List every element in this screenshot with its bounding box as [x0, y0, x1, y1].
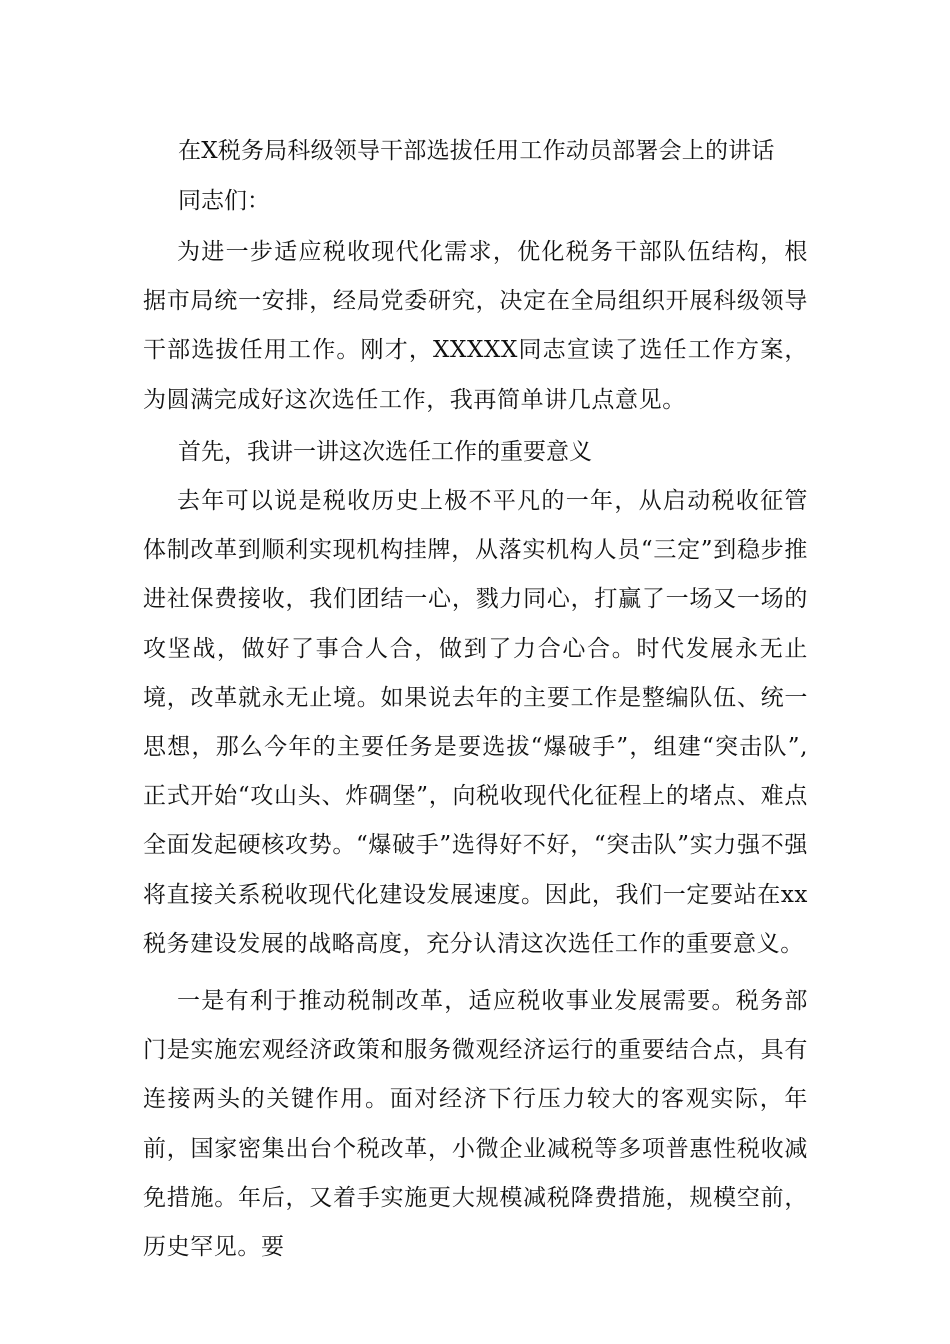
- paragraph-point-one: 一是有利于推动税制改革，适应税收事业发展需要。税务部门是实施宏观经济政策和服务微观经济运行的重要结合点，具有连接两头的关键作用。面对经济下行压力较大的客观实际，年前，国家密集出台个税改革，小微企业减税等多项普惠性税收减免措施。年后，又着手实施更大规模减税降费措施，规模空前，历史罕见。要: [143, 988, 808, 1261]
- document-title: 在X税务局科级领导干部选拔任用工作动员部署会上的讲话: [178, 138, 775, 164]
- paragraph-last-year: 去年可以说是税收历史上极不平凡的一年，从启动税收征管体制改革到顺利实现机构挂牌，从落实机构人员“三定”到稳步推进社保费接收，我们团结一心，戮力同心，打赢了一场又一场的攻坚战，做好了事合人合，做到了力合心合。时代发展永无止境，改革就永无止境。如果说去年的主要工作是整编队伍、统一思想，那么今年的主要任务是要选拔“爆破手”，组建“突击队”,正式开始“攻山头、炸碉堡”，向税收现代化征程上的堵点、难点全面发起硬核攻势。“爆破手”选得好不好，“突击队”实力强不强将直接关系税收现代化建设发展速度。因此，我们一定要站在xx税务建设发展的战略高度，充分认清这次选任工作的重要意义。: [143, 488, 808, 957]
- greeting: 同志们：: [178, 188, 270, 214]
- paragraph-intro: 为进一步适应税收现代化需求，优化税务干部队伍结构，根据市局统一安排，经局党委研究，决定在全局组织开展科级领导干部选拔任用工作。刚才，XXXXX同志宣读了选任工作方案，为圆满完成好这次选任工作，我再简单讲几点意见。: [143, 239, 808, 413]
- section-heading: 首先，我讲一讲这次选任工作的重要意义: [178, 439, 592, 465]
